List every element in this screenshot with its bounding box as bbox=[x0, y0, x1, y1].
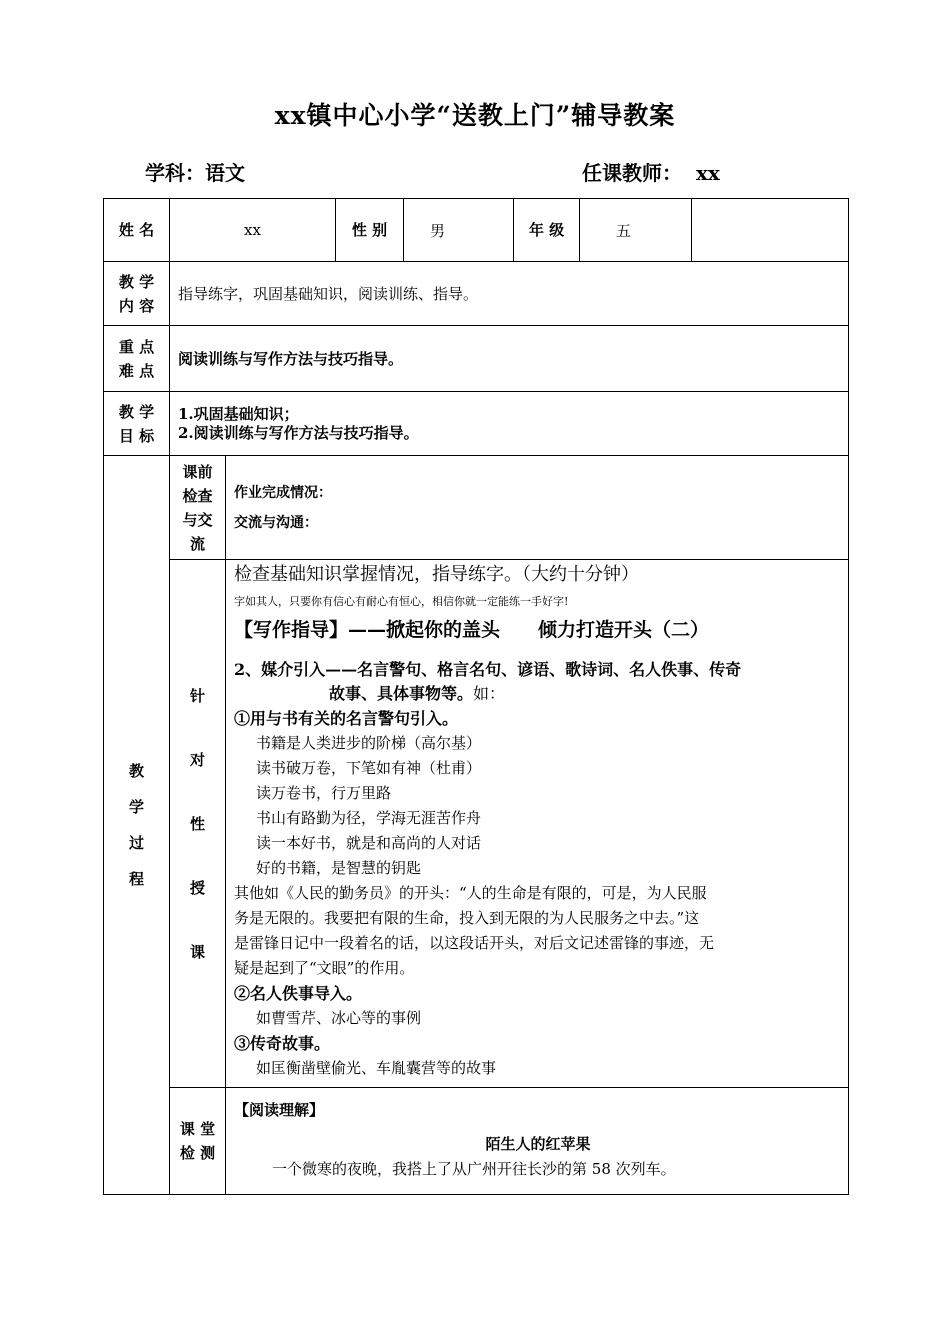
precheck-content bbox=[226, 456, 849, 560]
key-label bbox=[104, 326, 170, 392]
content-label bbox=[104, 262, 170, 326]
teacher-info bbox=[582, 157, 720, 186]
key-label-line2: 难 点 bbox=[118, 361, 155, 380]
goal-row bbox=[104, 392, 849, 456]
test-label bbox=[170, 1088, 226, 1195]
motto: 字如其人，只要你有信心有耐心有恒心，相信你就一定能练一手好字! bbox=[234, 595, 569, 608]
teaching-char: 授 bbox=[189, 878, 205, 897]
quote-item: 读书破万卷，下笔如有神（杜甫） bbox=[256, 759, 482, 777]
key-text: 阅读训练与写作方法与技巧指导。 bbox=[170, 326, 849, 392]
goal-label bbox=[104, 392, 170, 456]
test-label-line1: 课 堂 bbox=[179, 1120, 216, 1138]
teaching-label bbox=[170, 560, 226, 1088]
quote-item: 读一本好书，就是和高尚的人对话 bbox=[256, 834, 482, 852]
content-label-line1: 教 学 bbox=[118, 272, 155, 291]
quote-item: 好的书籍，是智慧的钥匙 bbox=[256, 859, 422, 877]
goal-label-line1: 教 学 bbox=[118, 402, 155, 421]
grade-value: 五 bbox=[580, 199, 692, 262]
teaching-char: 课 bbox=[189, 942, 205, 961]
section-2-heading: ②名人佚事导入。 bbox=[234, 984, 363, 1003]
precheck-row bbox=[104, 456, 849, 560]
quote-item: 书山有路勤为径，学海无涯苦作舟 bbox=[256, 809, 482, 827]
key-row bbox=[104, 326, 849, 392]
teacher-label: 任课教师： bbox=[582, 161, 682, 185]
teaching-intro: 检查基础知识掌握情况，指导练字。（大约十分钟） bbox=[234, 564, 639, 585]
quote-item: 读万卷书，行万里路 bbox=[256, 784, 392, 802]
gender-label: 性 别 bbox=[336, 199, 404, 262]
process-char: 教 bbox=[128, 762, 144, 780]
key-label-line1: 重 点 bbox=[118, 337, 155, 356]
precheck-label-line: 与交 bbox=[182, 510, 213, 529]
quote-item: 书籍是人类进步的阶梯（高尔基） bbox=[256, 734, 482, 752]
subject-label: 学科：语文 bbox=[145, 161, 245, 185]
goal-line-1: 1.巩固基础知识； bbox=[178, 404, 299, 423]
teaching-char: 对 bbox=[189, 750, 205, 769]
test-row bbox=[104, 1088, 849, 1195]
process-char: 过 bbox=[128, 834, 144, 852]
empty-cell bbox=[692, 199, 849, 262]
goal-line-2: 2.阅读训练与写作方法与技巧指导。 bbox=[178, 423, 419, 442]
process-char: 学 bbox=[128, 798, 144, 816]
paragraph-line: 疑是起到了“文眼”的作用。 bbox=[234, 959, 415, 977]
process-label bbox=[104, 456, 170, 1195]
teaching-char: 性 bbox=[189, 814, 205, 833]
teacher-value: xx bbox=[696, 161, 720, 185]
communication: 交流与沟通： bbox=[234, 514, 318, 531]
section-2-example: 如曹雪芹、冰心等的事例 bbox=[256, 1009, 422, 1027]
precheck-label-line: 课前 bbox=[182, 462, 213, 481]
media-intro-line2-tail: 如： bbox=[473, 684, 506, 703]
grade-label: 年 级 bbox=[514, 199, 580, 262]
homework-status: 作业完成情况： bbox=[234, 484, 332, 501]
info-row bbox=[104, 199, 849, 262]
lesson-plan-table bbox=[103, 198, 849, 1195]
precheck-label-line: 检查 bbox=[182, 486, 213, 505]
precheck-label bbox=[170, 456, 226, 560]
gender-value: 男 bbox=[404, 199, 514, 262]
writing-guide-heading: 【写作指导】——掀起你的盖头 倾力打造开头（二） bbox=[234, 619, 710, 641]
goal-label-line2: 目 标 bbox=[118, 426, 155, 445]
page-title: xx镇中心小学“送教上门”辅导教案 bbox=[274, 101, 676, 130]
content-row bbox=[104, 262, 849, 326]
story-line: 一个微寒的夜晚，我搭上了从广州开往长沙的第 58 次列车。 bbox=[272, 1160, 676, 1178]
media-intro-line2-bold: 故事、具体事物等。 bbox=[329, 684, 474, 703]
reading-heading: 【阅读理解】 bbox=[234, 1101, 325, 1119]
test-content bbox=[226, 1088, 849, 1195]
teaching-char: 针 bbox=[189, 686, 205, 705]
content-label-line2: 内 容 bbox=[118, 296, 155, 315]
paragraph-line: 务是无限的。我要把有限的生命，投入到无限的为人民服务之中去。”这 bbox=[234, 909, 700, 927]
section-3-heading: ③传奇故事。 bbox=[234, 1034, 331, 1053]
media-intro-line1: 2、媒介引入——名言警句、格言名句、谚语、歌诗词、名人佚事、传奇 bbox=[234, 660, 742, 679]
teaching-row bbox=[104, 560, 849, 1088]
precheck-label-line: 流 bbox=[189, 534, 205, 553]
paragraph-line: 是雷锋日记中一段着名的话，以这段话开头，对后文记述雷锋的事迹，无 bbox=[234, 934, 715, 952]
goal-text bbox=[170, 392, 849, 456]
media-intro-line2 bbox=[234, 682, 842, 706]
test-label-line2: 检 测 bbox=[179, 1144, 216, 1162]
section-3-example: 如匡衡凿壁偷光、车胤囊营等的故事 bbox=[256, 1059, 497, 1077]
name-value: xx bbox=[170, 199, 336, 262]
content-text: 指导练字，巩固基础知识，阅读训练、指导。 bbox=[170, 262, 849, 326]
teaching-content bbox=[226, 560, 849, 1088]
section-1-heading: ①用与书有关的名言警句引入。 bbox=[234, 709, 459, 728]
process-char: 程 bbox=[128, 870, 144, 888]
story-title: 陌生人的红苹果 bbox=[485, 1135, 591, 1153]
name-label: 姓 名 bbox=[104, 199, 170, 262]
paragraph-line: 其他如《人民的勤务员》的开头：“人的生命是有限的，可是，为人民服 bbox=[234, 884, 707, 902]
